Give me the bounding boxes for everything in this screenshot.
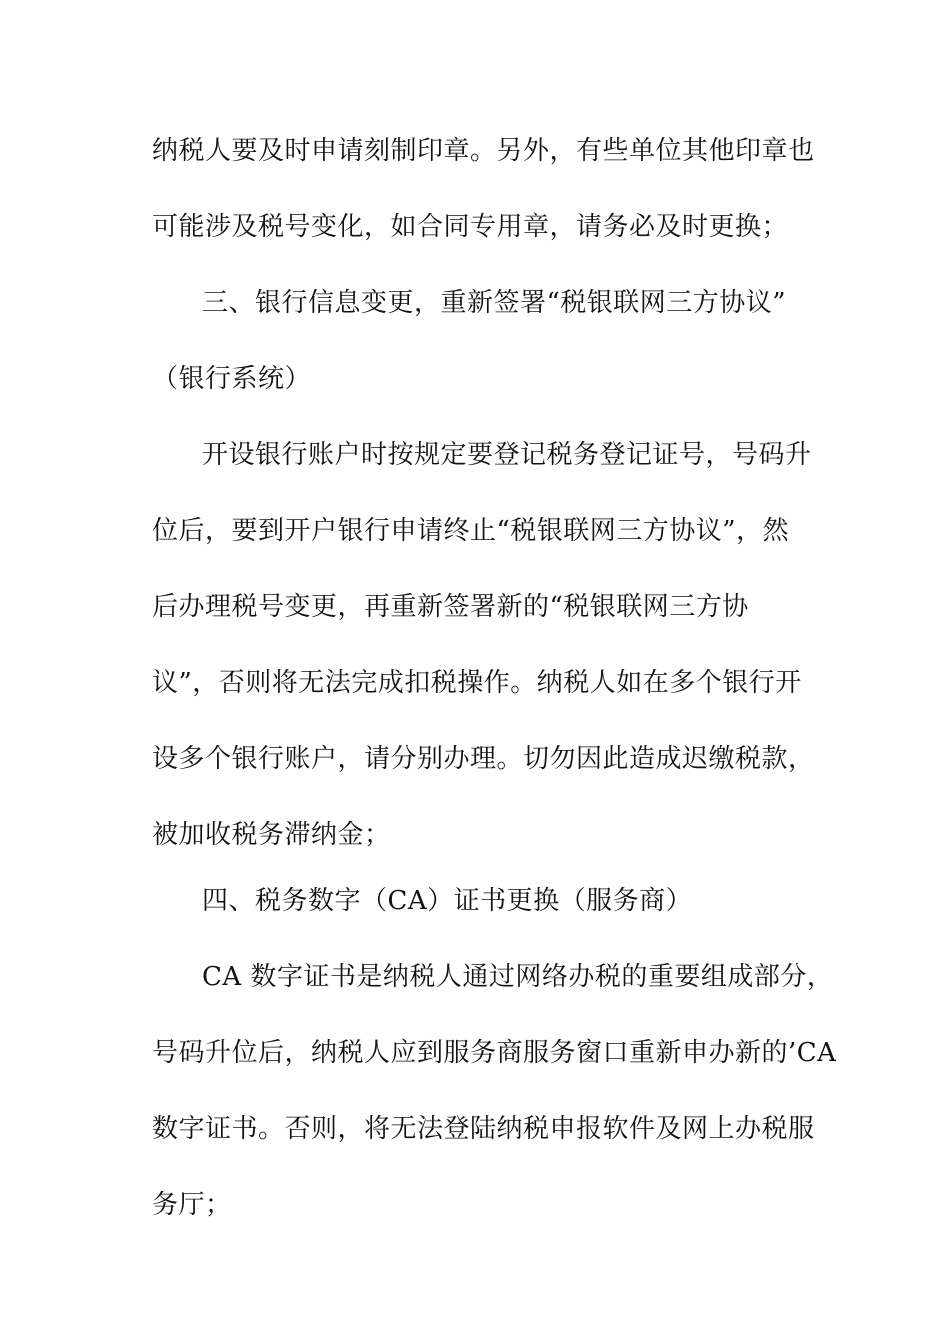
body-text-line: 务厅；	[152, 1190, 232, 1220]
body-text-line: 被加收税务滞纳金；	[152, 820, 391, 850]
section-heading-bank-info-cont: （银行系统）	[152, 364, 312, 394]
body-text-line: 数字证书。否则，将无法登陆纳税申报软件及网上办税服	[152, 1114, 815, 1144]
section-heading-bank-info: 三、银行信息变更，重新签署“税银联网三方协议”	[202, 288, 787, 318]
body-text-line: CA 数字证书是纳税人通过网络办税的重要组成部分，	[202, 962, 834, 992]
section-heading-ca-certificate: 四、税务数字（CA）证书更换（服务商）	[202, 886, 693, 916]
body-text-line: 位后，要到开户银行申请终止“税银联网三方协议”，然	[152, 516, 790, 546]
body-text-line: 议”，否则将无法完成扣税操作。纳税人如在多个银行开	[152, 668, 802, 698]
body-text-line: 设多个银行账户，请分别办理。切勿因此造成迟缴税款，	[152, 744, 815, 774]
body-text-line: 号码升位后，纳税人应到服务商服务窗口重新申办新的’CA	[152, 1038, 837, 1068]
body-text-line: 纳税人要及时申请刻制印章。另外，有些单位其他印章也	[152, 136, 815, 166]
body-text-line: 开设银行账户时按规定要登记税务登记证号，号码升	[202, 440, 812, 470]
body-text-line: 后办理税号变更，再重新签署新的“税银联网三方协	[152, 592, 749, 622]
body-text-line: 可能涉及税号变化，如合同专用章，请务必及时更换；	[152, 212, 789, 242]
